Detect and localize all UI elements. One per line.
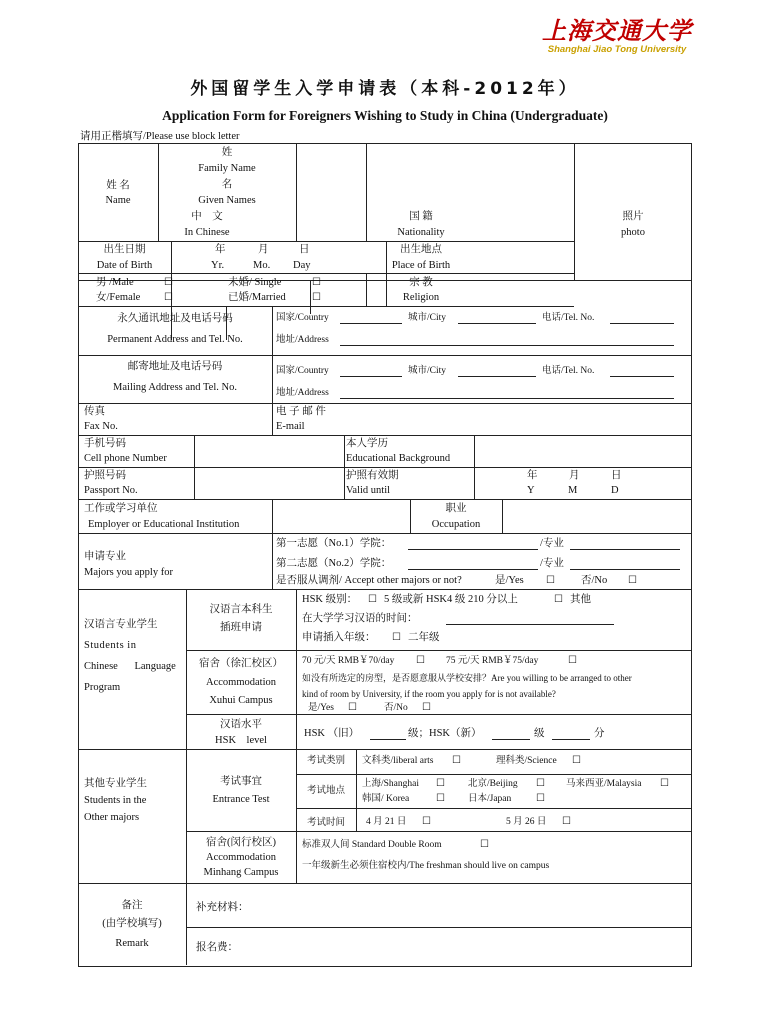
arrange-no-label: 否/No [384, 703, 408, 713]
april-date-label: 4 月 21 日 [366, 817, 407, 827]
valid-month-cn: 月 [569, 470, 580, 481]
perm-tel-label: 电话/Tel. No. [542, 313, 595, 323]
room-70-checkbox[interactable]: ☐ [416, 655, 425, 666]
valid-en: Valid until [346, 485, 391, 496]
valid-day-en: D [611, 485, 619, 496]
given-name-cn: 名 [221, 179, 233, 190]
male-checkbox[interactable]: ☐ [164, 277, 173, 288]
hsk-grade-unit: 级 [534, 728, 545, 739]
email-cn: 电 子 邮 件 [276, 406, 326, 417]
hsk-other-label: 其他 [570, 594, 591, 605]
mailing-address-cn: 邮寄地址及电话号码 [127, 361, 223, 372]
mail-city-label: 城市/City [408, 366, 447, 376]
exam-cn: 考试事宜 [220, 776, 262, 787]
valid-day-cn: 日 [611, 470, 622, 481]
xuhui-cn: 宿舍（徐汇校区） [199, 658, 283, 669]
arrangement-question-1: 如没有所选定的房型，是否愿意服从学校安排？Are you willing to be arranged to other [302, 673, 632, 683]
study-time-label: 在大学学习汉语的时间： [302, 613, 418, 624]
exam-time-label: 考试时间 [306, 818, 345, 828]
perm-address-label: 地址/Address [276, 335, 329, 345]
transfer-cn1: 汉语言本科生 [209, 604, 273, 615]
accept-yes-checkbox[interactable]: ☐ [546, 575, 555, 586]
application-form-table [78, 143, 692, 967]
hsk-other-checkbox[interactable]: ☐ [554, 594, 563, 605]
hsk-level-en: HSK level [215, 735, 267, 746]
japan-checkbox[interactable]: ☐ [536, 793, 545, 804]
minhang-en1: Accommodation [206, 852, 276, 863]
arrange-no-checkbox[interactable]: ☐ [422, 702, 431, 713]
block-letter-note: 请用正楷填写/Please use block letter [80, 131, 240, 142]
employer-en: Employer or Educational Institution [88, 519, 240, 530]
email-en: E-mail [276, 421, 305, 432]
japan-label: 日本/Japan [468, 794, 512, 804]
hsk-old-label: HSK （旧） [304, 728, 360, 739]
freshman-note: 一年级新生必须住宿校内/The freshman should live on campus [302, 861, 550, 871]
exam-en: Entrance Test [212, 794, 270, 805]
fax-cn: 传真 [84, 406, 105, 417]
majors-cn: 申请专业 [84, 551, 126, 562]
liberal-arts-checkbox[interactable]: ☐ [452, 755, 461, 766]
hsk-score-unit: 分 [594, 728, 605, 739]
remark-cn2: (由学校填写) [102, 918, 162, 929]
mail-country-label: 国家/Country [276, 366, 329, 376]
family-name-cn: 姓 [221, 147, 233, 158]
married-label: 已婚/Married [228, 292, 286, 303]
photo-en: photo [621, 227, 645, 238]
second-choice-label: 第二志愿（No.2）学院： [276, 558, 392, 569]
single-label: 未婚/ Single [228, 277, 282, 288]
passport-en: Passport No. [84, 485, 138, 496]
month-en: Mo. [253, 260, 271, 271]
mail-tel-label: 电话/Tel. No. [542, 366, 595, 376]
xuhui-en2: Xuhui Campus [209, 695, 273, 706]
in-chinese-en: In Chinese [184, 227, 230, 238]
mailing-address-en: Mailing Address and Tel. No. [113, 382, 237, 393]
other-majors-en1: Students in the [84, 795, 147, 806]
hsk-5-label: 5 级或新 HSK4 级 210 分以上 [384, 594, 518, 605]
perm-country-label: 国家/Country [276, 313, 329, 323]
mail-address-label: 地址/Address [276, 388, 329, 398]
beijing-checkbox[interactable]: ☐ [536, 778, 545, 789]
first-major-label: /专业 [540, 538, 564, 549]
other-majors-en2: Other majors [84, 812, 140, 823]
hsk-level-cn: 汉语水平 [220, 719, 262, 730]
year-en: Yr. [211, 260, 225, 271]
grade-two-label: 二年级 [408, 632, 440, 643]
single-checkbox[interactable]: ☐ [312, 277, 321, 288]
second-major-label: /专业 [540, 558, 564, 569]
in-chinese-cn: 中 文 [191, 211, 223, 222]
april-checkbox[interactable]: ☐ [422, 816, 431, 827]
day-cn: 日 [299, 244, 310, 255]
majors-en: Majors you apply for [84, 567, 173, 578]
korea-checkbox[interactable]: ☐ [436, 793, 445, 804]
family-name-en: Family Name [198, 163, 256, 174]
employer-cn: 工作或学习单位 [84, 503, 158, 514]
religion-en: Religion [402, 292, 440, 303]
month-cn: 月 [258, 244, 269, 255]
fax-en: Fax No. [84, 421, 118, 432]
remark-cn1: 备注 [121, 900, 143, 911]
shanghai-label: 上海/Shanghai [362, 779, 419, 789]
permanent-address-en: Permanent Address and Tel. No. [107, 334, 243, 345]
hsk-new-label: 级；HSK（新） [408, 728, 482, 739]
dob-cn: 出生日期 [103, 244, 146, 255]
double-room-label: 标准双人间 Standard Double Room [302, 840, 442, 850]
married-checkbox[interactable]: ☐ [312, 292, 321, 303]
malaysia-label: 马来西亚/Malaysia [566, 779, 642, 789]
sex-female-label: 女/Female [96, 292, 141, 303]
valid-year-en: Y [527, 485, 535, 496]
birthplace-en: Place of Birth [391, 260, 451, 271]
university-logo [540, 18, 694, 62]
arrangement-question-2: kind of room by University, if the room you apply for is not available? [302, 689, 556, 699]
room-70-label: 70 元/天 RMB￥70/day [302, 656, 395, 666]
other-majors-cn: 其他专业学生 [84, 778, 147, 789]
sex-male-label: 男 /Male [96, 277, 134, 288]
cell-en: Cell phone Number [84, 453, 167, 464]
passport-cn: 护照号码 [84, 470, 126, 481]
minhang-en2: Minhang Campus [203, 867, 279, 878]
female-checkbox[interactable]: ☐ [164, 292, 173, 303]
name-label-en: Name [105, 195, 131, 206]
accept-other-label: 是否服从调剂/ Accept other majors or not? [276, 575, 462, 586]
room-75-label: 75 元/天 RMB￥75/day [446, 656, 539, 666]
religion-cn: 宗 教 [409, 277, 433, 288]
minhang-cn: 宿舍(闵行校区) [206, 837, 276, 848]
nationality-cn: 国 籍 [409, 211, 433, 222]
lang-program-en3: Program [84, 682, 121, 693]
accept-no-checkbox[interactable]: ☐ [628, 575, 637, 586]
first-choice-label: 第一志愿（No.1）学院： [276, 538, 392, 549]
dob-en: Date of Birth [96, 260, 153, 271]
science-checkbox[interactable]: ☐ [572, 755, 581, 766]
valid-year-cn: 年 [527, 470, 538, 481]
exam-place-label: 考试地点 [306, 786, 345, 796]
arrange-yes-checkbox[interactable]: ☐ [348, 702, 357, 713]
malaysia-checkbox[interactable]: ☐ [660, 778, 669, 789]
insert-grade-label: 申请插入年级： [302, 632, 376, 643]
lang-program-en2: Chinese Language [84, 661, 176, 672]
exam-type-label: 考试类别 [306, 756, 345, 766]
hsk-5-checkbox[interactable]: ☐ [368, 594, 377, 605]
remark-en: Remark [115, 938, 149, 949]
nationality-en: Nationality [397, 227, 445, 238]
shanghai-checkbox[interactable]: ☐ [436, 778, 445, 789]
liberal-arts-label: 文科类/liberal arts [362, 756, 434, 766]
korea-label: 韩国/ Korea [362, 794, 410, 804]
arrange-yes-label: 是/Yes [308, 703, 334, 713]
education-en: Educational Background [346, 453, 451, 464]
logo-english: Shanghai Jiao Tong University [547, 44, 687, 55]
hsk-grade-label: HSK 级别： [302, 594, 358, 605]
lang-program-en1: Students in [84, 640, 137, 651]
application-fee-label: 报名费： [196, 942, 238, 953]
day-en: Day [293, 260, 311, 271]
occupation-cn: 职业 [445, 503, 467, 514]
science-label: 理科类/Science [496, 756, 557, 766]
perm-city-label: 城市/City [408, 313, 447, 323]
room-75-checkbox[interactable]: ☐ [568, 655, 577, 666]
valid-cn: 护照有效期 [346, 470, 399, 481]
form-title-chinese: 外国留学生入学申请表（本科-2012年） [190, 79, 580, 99]
education-cn: 本人学历 [346, 438, 388, 449]
accept-yes-label: 是/Yes [495, 575, 524, 586]
occupation-en: Occupation [431, 519, 481, 530]
lang-program-cn: 汉语言专业学生 [84, 619, 158, 630]
accept-no-label: 否/No [581, 575, 608, 586]
name-label-cn: 姓 名 [106, 180, 130, 191]
double-room-checkbox[interactable]: ☐ [480, 839, 489, 850]
beijing-label: 北京/Beijing [468, 779, 518, 789]
birthplace-cn: 出生地点 [400, 244, 442, 255]
year-cn: 年 [215, 244, 226, 255]
given-name-en: Given Names [198, 195, 256, 206]
grade-two-checkbox[interactable]: ☐ [392, 632, 401, 643]
photo-cn: 照片 [622, 211, 644, 222]
logo-chinese: 上海交通大学 [542, 16, 692, 45]
may-date-label: 5 月 26 日 [506, 817, 547, 827]
permanent-address-cn: 永久通讯地址及电话号码 [117, 313, 233, 324]
may-checkbox[interactable]: ☐ [562, 816, 571, 827]
form-title-english: Application Form for Foreigners Wishing to Study in China (Undergraduate) [162, 108, 608, 123]
valid-month-en: M [568, 485, 578, 496]
transfer-cn2: 插班申请 [220, 622, 262, 633]
cell-cn: 手机号码 [84, 438, 126, 449]
supplementary-materials-label: 补充材料： [196, 902, 249, 913]
xuhui-en1: Accommodation [206, 677, 276, 688]
